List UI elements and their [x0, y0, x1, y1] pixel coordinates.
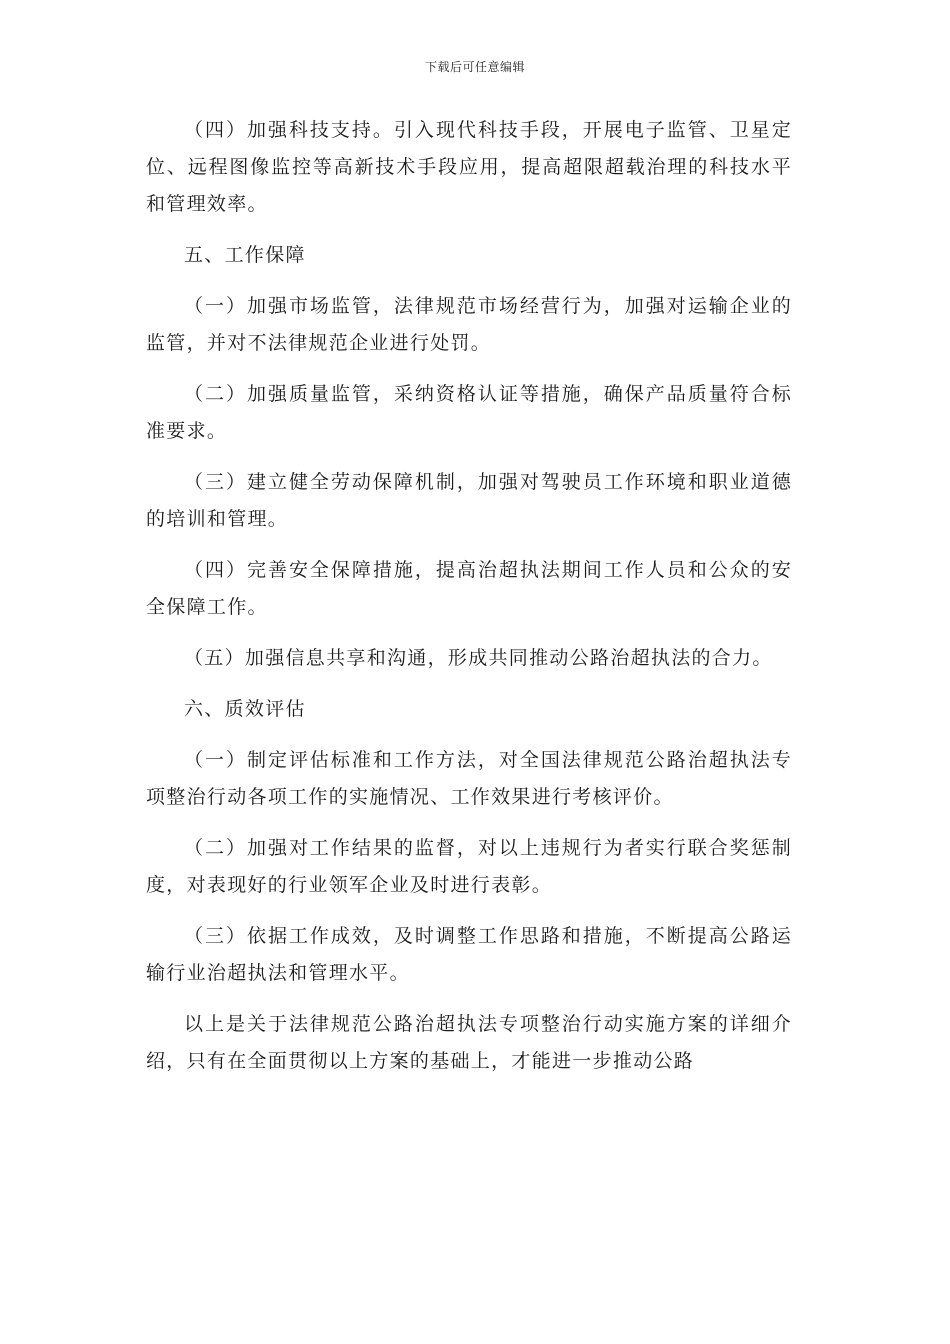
section-heading-evaluation: 六、质效评估 — [184, 698, 306, 720]
paragraph-quality-supervision: （二）加强质量监管，采纳资格认证等措施，确保产品质量符合标准要求。 — [146, 383, 792, 442]
document-body — [146, 112, 792, 1094]
paragraph-info-sharing: （五）加强信息共享和沟通，形成共同推动公路治超执法的合力。 — [184, 647, 773, 669]
paragraph-tech-support: （四）加强科技支持。引入现代科技手段，开展电子监管、卫星定位、远程图像监控等高新技术手段应用，提高超限超载治理的科技水平和管理效率。 — [146, 119, 792, 215]
paragraph-evaluation-standards: （一）制定评估标准和工作方法，对全国法律规范公路治超执法专项整治行动各项工作的实施情况、工作效果进行考核评价。 — [146, 749, 792, 808]
paragraph-conclusion: 以上是关于法律规范公路治超执法专项整治行动实施方案的详细介绍，只有在全面贯彻以上方案的基础上，才能进一步推动公路 — [146, 1013, 792, 1072]
paragraph-market-supervision: （一）加强市场监管，法律规范市场经营行为，加强对运输企业的监管，并对不法律规范企业进行处罚。 — [146, 295, 792, 354]
paragraph-adjust-measures: （三）依据工作成效，及时调整工作思路和措施，不断提高公路运输行业治超执法和管理水平。 — [146, 925, 792, 984]
download-note: 下载后可任意编辑 — [424, 60, 525, 74]
section-heading-work-guarantee: 五、工作保障 — [184, 244, 306, 266]
paragraph-safety-measures: （四）完善安全保障措施，提高治超执法期间工作人员和公众的安全保障工作。 — [146, 559, 792, 618]
paragraph-labor-protection: （三）建立健全劳动保障机制，加强对驾驶员工作环境和职业道德的培训和管理。 — [146, 471, 792, 530]
paragraph-result-supervision: （二）加强对工作结果的监督，对以上违规行为者实行联合奖惩制度，对表现好的行业领军企业及时进行表彰。 — [146, 837, 792, 896]
